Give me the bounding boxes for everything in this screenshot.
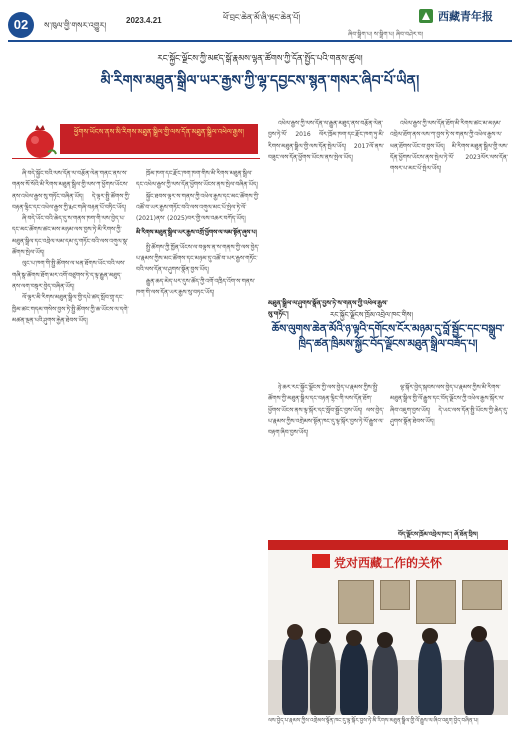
article-column-4 [390,118,508,298]
column-subhead: མཐུན་སྒྲིལ་ལ་ཤུགས་སྣོན་བྱས་ཏེ་ས་གནས་ཀྱི་འཕེལ་རྒྱས་སུ་གཏོང་། [268,299,388,318]
exhibit-frame [462,580,502,610]
guide-figure [418,640,442,715]
paragraph: རྒྱུན་ཆད་མེད་པར་དུས་ཚོད་ཀྱི་འགོ་འཁྲིད་འོག་ས་གནས་ཁག་གི་ལས་དོན་ཡར་རྒྱས་སུ་བཏང་ཡོད། [136,277,256,296]
second-article-column-2 [390,382,508,527]
photo-banner [268,540,508,550]
column-subhead: མི་རིགས་མཐུན་སྒྲིལ་ཡར་རྒྱས་འགྲོ་ཕྱོགས་ལ་ལམ་སྟོན་ཞུས་པ། [136,229,257,237]
second-article-section: རང་སྐྱོང་ལྗོངས་ཁྲོམ་འབྲེལ་ཁང་གིས། [330,311,413,319]
paragraph: ལྟ་སྐོར་བྱེད་སྐབས་ལས་བྱེད་པ་རྣམས་ཀྱིས་མི་རིགས་མཐུན་སྒྲིལ་གྱི་ལོ་རྒྱུས་དང་བོད་ལྗོངས་ཀྱི་འཕེལ་རྒྱས་སྐོར་ལ་ཞིབ་འཇུག་བྱས་ཡོད། དེ་ཡང་ལས་དོན་སྤྱི་ཡོངས་ཀྱི་ཆེད་དུ་ཤུགས་སྣོན་ཐེབས་ཡོད། [390,384,508,425]
photo-caption: ལས་བྱེད་པ་རྣམས་ཀྱིས་འགྲེམས་སྟོན་ཁང་དུ་ལྟ་སྐོར་བྱས་ཏེ་མི་རིགས་མཐུན་སྒྲིལ་གྱི་ལོ་རྒྱུས་ལ་ཞིབ་འཇུག་བྱེད་བཞིན་པ། [268,718,479,724]
wall-title: 党对西藏工作的关怀 [334,556,443,570]
article-column-2 [136,168,260,743]
visitor-head [471,626,487,642]
visitor-figure [340,642,368,715]
guide-head [422,628,438,644]
visitor-figure [310,640,336,715]
second-article-column-1 [268,382,384,527]
visitor-head [346,630,362,646]
article-kicker: རང་སྐྱོང་ལྗོངས་ཀྱི་མཛད་སྒོ་རྣམས་ལྷན་ཚོགས་ཀྱི་དོན་སྤྱོད་པའི་གནས་ཚུལ། [157,54,363,64]
masthead-center-line: ཕོ་བྲང་ཆེན་མོ་ཞི་ཝང་ཆེན་པོ། [223,13,301,22]
paragraph: ཉེ་ཆར་རང་སྐྱོང་ལྗོངས་ཀྱི་ལས་བྱེད་པ་རྣམས་ཀྱིས་སྤྱི་ཚོགས་ཀྱི་མཐུན་སྒྲིལ་དང་བརྟན་ལྷིང་གི་ལས་དོན་ཐོག་ཕྱོགས་ཡོངས་ནས་ལྟ་སྐོར་དང་སློབ་སྦྱོང་བྱས་ཡོད། ལས་བྱེད་པ་རྣམས་ཀྱིས་འགྲེམས་སྟོན་ཁང་དུ་ལྟ་སྐོར་བྱས་ཏེ་ལོ་རྒྱུས་ལ་བརྟག་ཞིབ་བྱས་ཡོད། [268,384,384,437]
exhibit-frame [416,580,456,624]
paragraph: ལོ་ལྟར་མི་རིགས་མཐུན་སྒྲིལ་གྱི་དཔེ་ཚད་སློབ་གྲྭ་དང་ཁྱིམ་ཚང་གདམ་གསེས་བྱས་ཏེ་སྤྱི་ཚོགས་ཀྱི་ཆ་ཡོངས་ལ་དགེ་མཚན་ལྡན་པའི་ཤུགས་རྐྱེན་ཐེབས་ཡོད། [12,294,129,324]
flag-emblem [312,554,330,568]
paragraph: ཁྲོམ་ཁག་དང་རྫོང་ཁག་ཁག་གིས་མི་རིགས་མཐུན་སྒྲིལ་དང་འཕེལ་རྒྱས་ཀྱི་ལས་དོན་ཕྱོགས་ཡོངས་ནས་སྤེལ་བཞིན་ཡོད། [136,170,258,189]
visitor-figure [282,636,308,715]
visitor-figure [372,644,398,715]
exhibit-frame [338,580,374,624]
highlight-box: ཕྱོགས་ཡོངས་ནས་མི་རིགས་མཐུན་སྒྲིལ་གྱི་ལས་དོན་མཐུན་སྒྲིལ་འཕེལ་རྒྱས། [60,124,258,154]
page-number: 02 [8,12,34,38]
article-headline: མི་རིགས་མཐུན་སྒྲིལ་ཡར་རྒྱས་ཀྱི་ལྷ་དབྱངས་སྙན་གསར་ཞིབ་པོ་ཡིན། [100,73,420,89]
second-article-headline: ཆོས་ལུགས་ཆེན་མོའི་ཉ་ལྟའི་དགོངས་ངོར་མཉམ་དུ་བློ་སྦྱོང་དང་བསྒྲུབ་ཁྲིད་ཚན་ཁྲིམས་སྐྱོང་བོད་ལྗོངས་མཐུན་སྒྲིལ་བཟོད་པ། [271,323,505,350]
paragraph: སྐྱོང་ཐབས་ལྟར་ས་གནས་ཀྱི་འཕེལ་རྒྱས་དང་མང་ཚོགས་ཀྱི་འཚོ་བ་ཡར་རྒྱས་གཏོང་བའི་ལས་འགུལ་མང་པོ་སྤེལ་ཏེ་ལོ་ (2021)ནས་ (2025)བར་གྱི་ལས་འཆར་བཀོད་ཡོད། [136,192,260,223]
paragraph: སྤྱི་ཚོགས་ཀྱི་ཁྱོན་ཡོངས་ལ་བལྟས་ན་ས་གནས་ཀྱི་ལས་བྱེད་པ་རྣམས་ཀྱིས་མང་ཚོགས་དང་མཉམ་དུ་འཚོ་བ་ཡར་རྒྱས་གཏོང་བའི་ལས་དོན་ལ་ཤུགས་སྣོན་བྱས་ཡོད། [136,243,260,274]
paragraph: ལུང་པ་ཁག་གི་སྤྱི་ཚོགས་ལ་ཕན་ཐོགས་ཡོང་བའི་ལས་གཞི་སྣ་ཚོགས་ཐོག་མར་འགོ་བཙུགས་ཏེ་ད་ལྟ་རྒྱུན་མཐུད་ནས་ལག་བསྟར་བྱེད་བཞིན་ཡོད། [12,260,126,290]
paragraph: འཕེལ་རྒྱས་ཀྱི་ལས་དོན་ཐོག་མི་རིགས་ཚང་མ་མཉམ་འབྲེལ་ཐོག་ནས་ལས་ཀ་བྱས་ཏེ་ས་གནས་ཀྱི་འཕེལ་རྒྱས་ལ་ཕན་ཐོགས་ཡོང་བ་བྱས་ཡོད། མི་རིགས་མཐུན་སྒྲིལ་གྱི་ལས་དོན་ཕྱོགས་ཡོངས་ནས་སྤེལ་ཏེ་ལོ་ 2023ལོར་ལས་དོན་གསར་པ་མང་པོ་སྤེལ་ཡོད། [390,120,508,173]
highlight-divider [12,158,260,159]
paper-name: 西藏青年报 [438,10,493,23]
article-column-3 [268,118,384,298]
paragraph: ཞི་བདེ་ཡོང་བའི་ཆེད་དུ་ས་གནས་ཁག་གི་ལས་བྱེད་པ་དང་མང་ཚོགས་ཚང་མས་མཉམ་ལས་བྱས་ཏེ་མི་རིགས་ཀྱི་མཐུན་སྒྲིལ་དང་འབྲེལ་ལམ་དམ་དུ་གཏོང་བའི་ལས་འགུལ་སྣ་ཚོགས་སྤེལ་ཡོད། [12,215,129,257]
visitor-head [377,632,393,648]
paragraph: ཞི་བདེ་སྐྱོང་བའི་ལས་དོན་ལ་བརྩོན་ལེན་གནང་ནས་ས་གནས་སོ་སོའི་མི་རིགས་མཐུན་སྒྲིལ་གྱི་ལས་ཀ་ཕྱོགས་ཡོངས་ནས་འཕེལ་རྒྱས་སུ་གཏོང་བཞིན་ཡོད། དེ་ལྟར་སྤྱི་ཚོགས་ཀྱི་བརྟན་ལྷིང་དང་འཕེལ་རྒྱས་ཀྱི་རྨང་གཞི་བརྟན་པོ་བཏིང་ཡོད། [12,170,130,211]
exhibit-frame [380,580,410,610]
editor-credits: ཞིབ་སྒྲིག་པ། ས་སྒྲིག་པ། ཞིབ་བཤེར་བ། [348,31,423,38]
byline: བོད་ལྗོངས་ཁྲོམ་འབྲེལ་ཁང་། ཞོ་ཐོན་བྲིས། [398,531,478,538]
paragraph: འཕེལ་རྒྱས་ཀྱི་ལས་དོན་ལ་རྒྱུན་མཐུད་ནས་བརྩོན་ལེན་བྱས་ཏེ་ལོ་ 2016 ལོར་ཁྲོམ་ཁག་དང་རྫོང་ཁག་ཏུ་མི་རིགས་མཐུན་སྒྲིལ་གྱི་ལས་དོན་སྤེལ་ཡོད། 2017ལོ་ནས་བཟུང་ལས་དོན་ཕྱོགས་ཡོངས་ནས་སྤེལ་ཡོད། [268,120,384,161]
masthead-divider [8,40,512,42]
article-column-1 [12,168,130,743]
paper-logo [418,6,512,26]
exhibition-photo [268,540,508,715]
paper-logo-icon [418,8,434,24]
section-name: ས་ཁུལ་གྱི་གསར་འགྱུར། [44,21,107,30]
visitor-figure [464,638,494,715]
masthead [8,6,512,42]
visitor-head [315,628,331,644]
pomegranate-icon [22,122,58,160]
visitor-head [287,624,303,640]
issue-date: 2023.4.21 [126,16,162,25]
